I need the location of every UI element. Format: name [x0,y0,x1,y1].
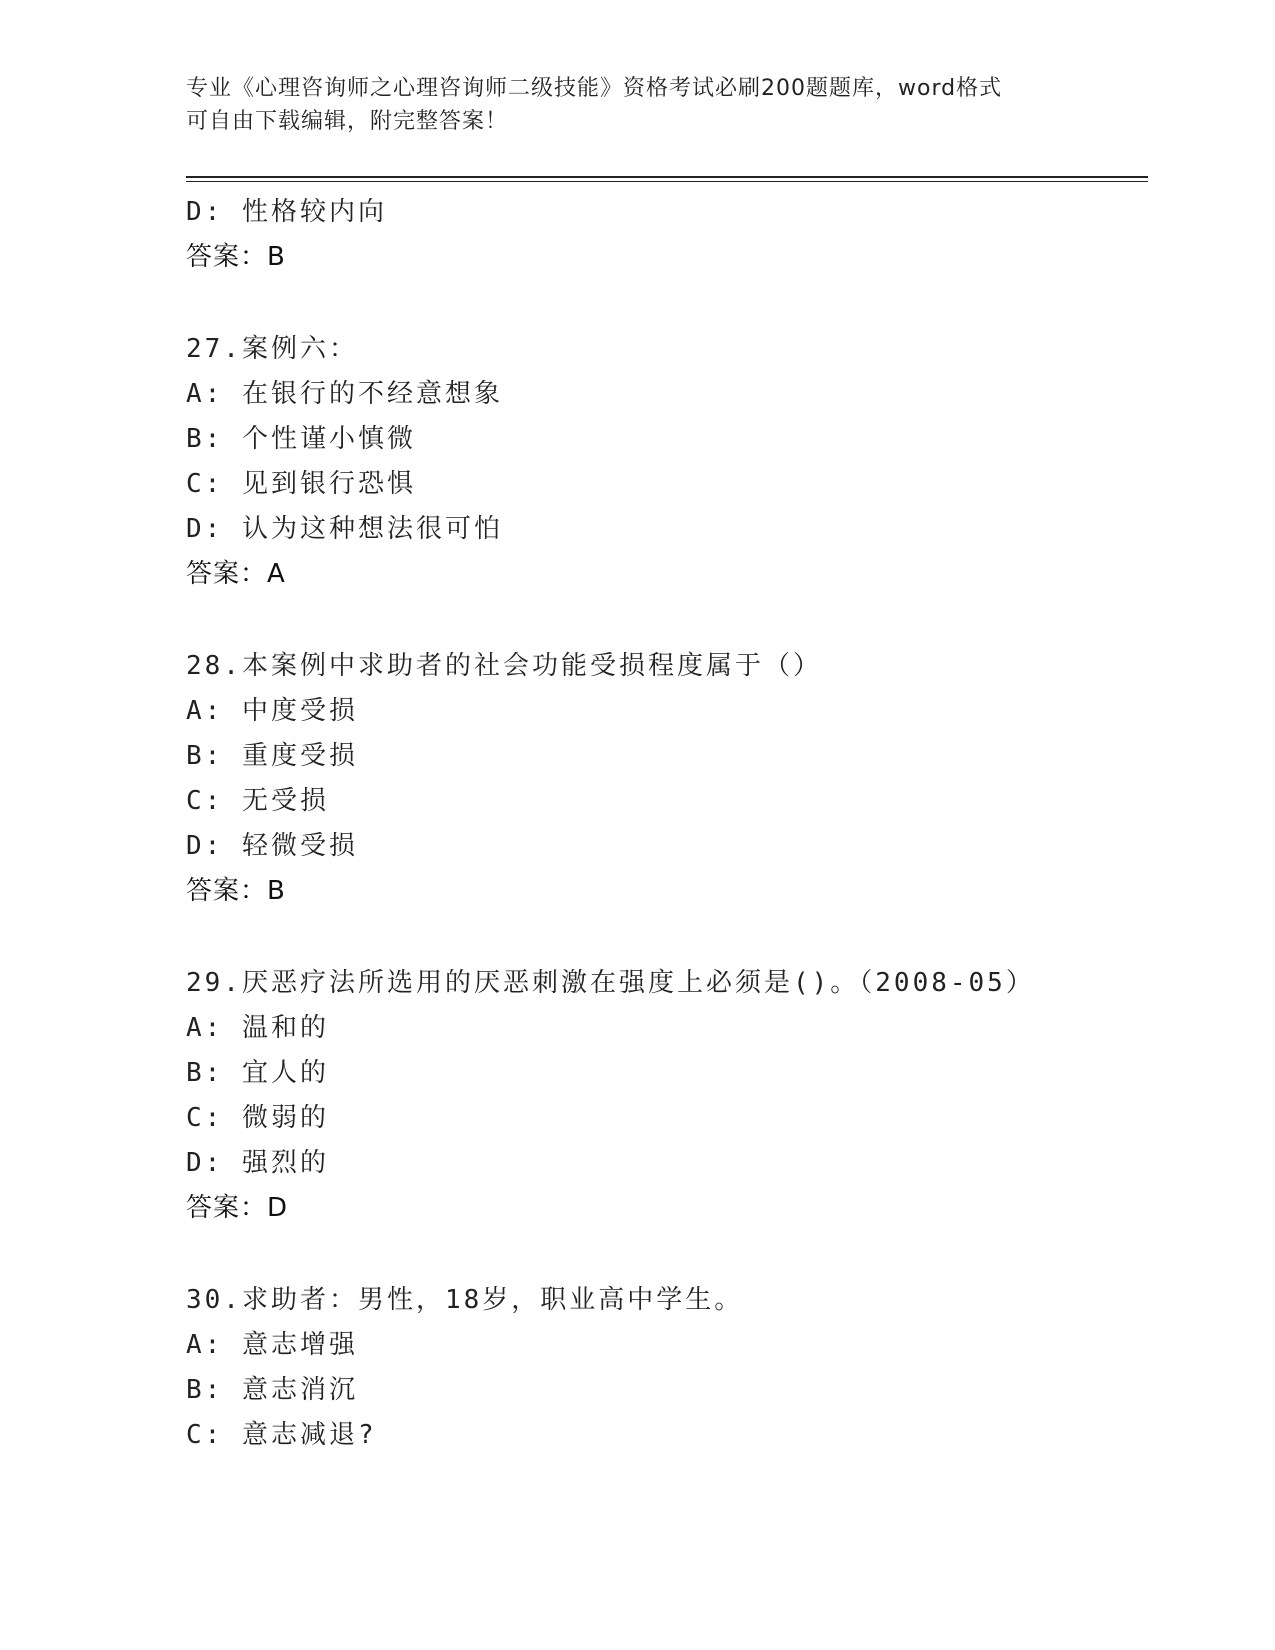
option-a: A: 在银行的不经意想象 [186,379,503,409]
answer-line: 答案：B [186,242,286,272]
spacer [186,280,1146,327]
question-26-tail [186,190,1146,280]
spacer [186,597,1146,644]
question-stem: 27.案例六： [186,334,358,364]
question-stem: 29.厌恶疗法所选用的厌恶刺激在强度上必须是()。（2008-05） [186,968,1035,998]
header-title-line-1: 专业《心理咨询师之心理咨询师二级技能》资格考试必刷200题题库，word格式 [186,76,1003,101]
question-30 [186,1278,1146,1458]
option-a: A: 意志增强 [186,1330,358,1360]
option-c: C: 见到银行恐惧 [186,469,416,499]
option-b: B: 意志消沉 [186,1375,358,1405]
question-29 [186,961,1146,1231]
option-b: B: 宜人的 [186,1058,329,1088]
answer-line: 答案：B [186,876,286,906]
header-divider-thick [186,176,1148,178]
option-d: D: 强烈的 [186,1148,329,1178]
option-d: D: 认为这种想法很可怕 [186,514,503,544]
header-title-line-2: 可自由下载编辑，附完整答案！ [186,109,509,134]
option-c: C: 无受损 [186,786,329,816]
question-stem: 30.求助者：男性，18岁，职业高中学生。 [186,1285,744,1315]
option-a: A: 中度受损 [186,696,358,726]
option-b: B: 重度受损 [186,741,358,771]
spacer [186,914,1146,961]
option-d: D: 性格较内向 [186,197,387,227]
option-b: B: 个性谨小慎微 [186,424,416,454]
question-stem: 28.本案例中求助者的社会功能受损程度属于（） [186,651,822,681]
option-c: C: 微弱的 [186,1103,329,1133]
answer-line: 答案：A [186,559,286,589]
question-list [186,190,1146,1458]
header-divider-thin [186,181,1148,182]
question-27 [186,327,1146,597]
document-header [186,72,1086,138]
option-a: A: 温和的 [186,1013,329,1043]
spacer [186,1231,1146,1278]
option-c: C: 意志减退? [186,1420,377,1450]
option-d: D: 轻微受损 [186,831,358,861]
question-28 [186,644,1146,914]
answer-line: 答案：D [186,1193,289,1223]
